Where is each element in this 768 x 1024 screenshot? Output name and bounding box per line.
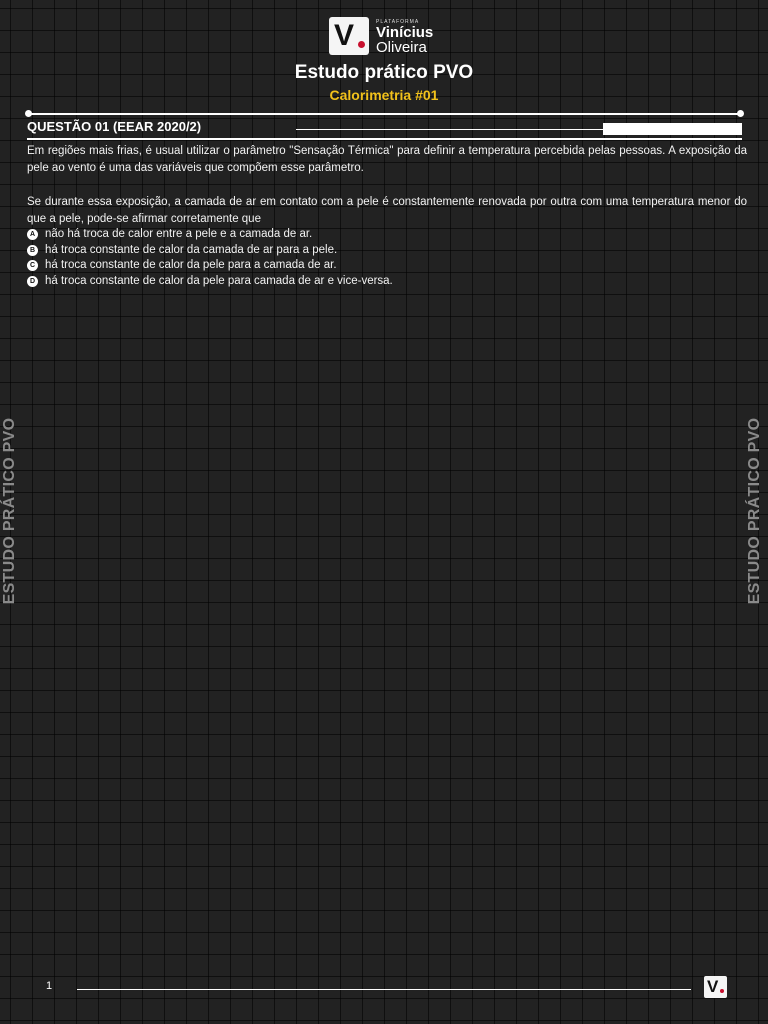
option-letter-badge: D xyxy=(27,276,38,287)
option-text: há troca constante de calor da pele para a camada de ar. xyxy=(45,259,337,271)
option-letter-badge: B xyxy=(27,245,38,256)
side-label-left: ESTUDO PRÁTICO PVO xyxy=(1,417,18,605)
brand-logo xyxy=(329,17,441,57)
option-letter-badge: A xyxy=(27,229,38,240)
option-c xyxy=(27,258,747,274)
page-title: Estudo prático PVO xyxy=(294,62,474,83)
question-paragraph-1: Em regiões mais frias, é usual utilizar o parâmetro "Sensação Térmica" para definir a temperatura percebida pelas pessoas. A exposição da pele ao vento é uma das variáveis que compõem esse parâmetro. xyxy=(27,145,747,174)
divider-dot-right xyxy=(737,110,744,117)
page-number: 1 xyxy=(46,980,53,992)
side-label-right: ESTUDO PRÁTICO PVO xyxy=(746,417,763,605)
footer-logo-mark: V xyxy=(707,977,719,996)
footer-logo xyxy=(704,976,727,998)
header-divider xyxy=(28,113,741,115)
options-list xyxy=(27,227,747,289)
divider-dot-left xyxy=(25,110,32,117)
option-text: há troca constante de calor da camada de ar para a pele. xyxy=(45,243,338,256)
logo-name-last: Oliveira xyxy=(376,39,427,56)
logo-dot-icon xyxy=(358,41,365,48)
option-b xyxy=(27,243,747,259)
logo-mark: V xyxy=(334,19,355,52)
option-text: há troca constante de calor da pele para camada de ar e vice-versa. xyxy=(45,274,393,287)
question-title: QUESTÃO 01 (EEAR 2020/2) xyxy=(27,119,202,134)
option-d xyxy=(27,274,747,290)
footer-logo-dot-icon xyxy=(720,989,724,993)
footer-divider xyxy=(77,989,691,990)
logo-mark-box xyxy=(329,17,369,55)
question-title-underline xyxy=(27,138,742,140)
page-subtitle: Calorimetria #01 xyxy=(329,87,439,103)
option-letter-badge: C xyxy=(27,260,38,271)
option-text: não há troca de calor entre a pele e a camada de ar. xyxy=(45,228,313,240)
logo-small-text: PLATAFORMA xyxy=(376,19,420,25)
question-answer-box xyxy=(603,123,742,135)
question-paragraph-2: Se durante essa exposição, a camada de ar em contato com a pele é constantemente renovada por outra com uma temperatura menor do que a pele, pode-se afirmar corretamente que xyxy=(27,196,747,225)
option-a xyxy=(27,227,747,243)
logo-name-first: Vinícius xyxy=(376,24,434,41)
